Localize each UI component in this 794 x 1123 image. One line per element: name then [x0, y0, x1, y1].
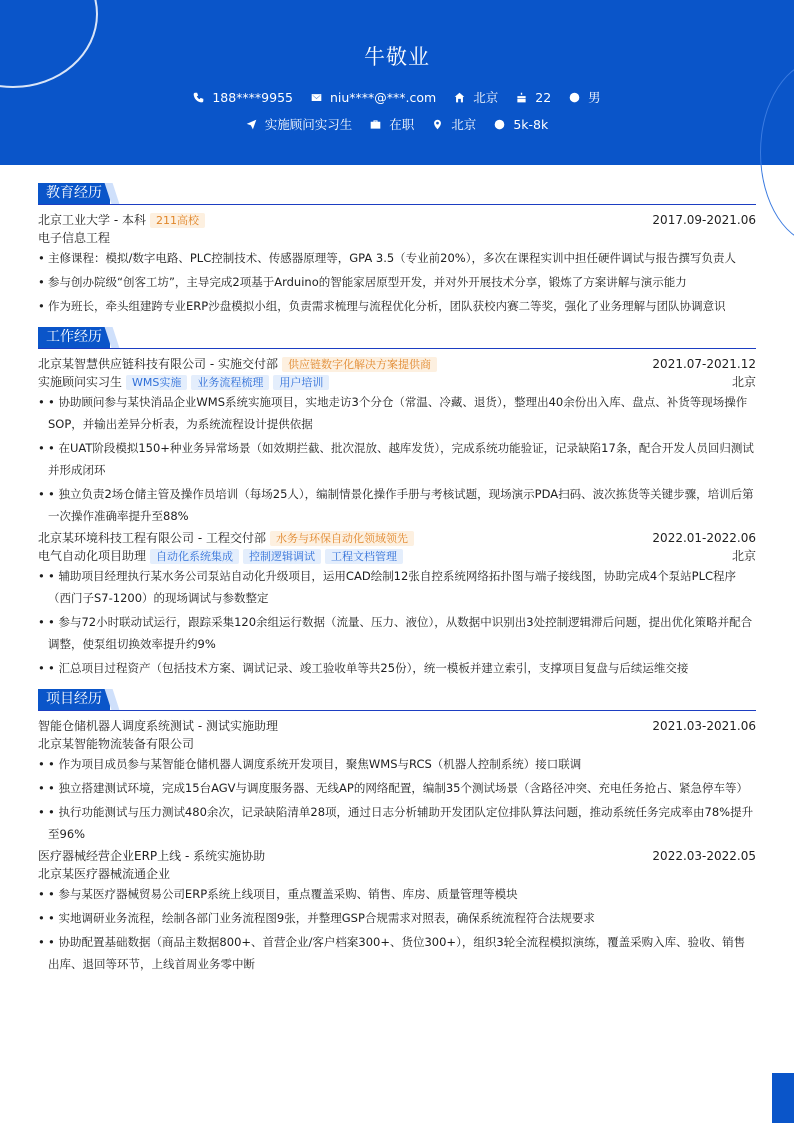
project-bullets	[38, 883, 756, 975]
job-bullets	[38, 391, 756, 527]
candidate-name: 牛敬业	[364, 45, 430, 69]
mail-icon	[311, 92, 322, 103]
project-org-row	[38, 735, 756, 753]
list-item: • • 实地调研业务流程，绘制各部门业务流程图9张，并整理GSP合规需求对照表，确保系统流程符合法规要求	[38, 907, 756, 929]
projects-section	[38, 689, 756, 975]
school-tag: 211高校	[150, 213, 205, 228]
age-text: 22	[535, 89, 552, 105]
education-bullets	[38, 247, 756, 317]
education-date: 2017.09-2021.06	[652, 213, 756, 227]
education-header	[38, 183, 756, 205]
major-row	[38, 229, 756, 247]
section-title: 工作经历	[38, 327, 110, 348]
skill-tag: 自动化系统集成	[150, 549, 239, 564]
job-bullets	[38, 565, 756, 679]
skill-tag: 用户培训	[273, 375, 329, 390]
company-name: 北京某环境科技工程有限公司 - 工程交付部	[38, 531, 266, 545]
project-date: 2021.03-2021.06	[652, 719, 756, 733]
phone-icon	[193, 92, 204, 103]
list-item: • • 辅助项目经理执行某水务公司泵站自动化升级项目，运用CAD绘制12张自控系统网络拓扑图与端子接线图，协助完成4个泵站PLC程序（西门子S7-1200）的现场调试与参数整定	[38, 565, 756, 609]
position-item	[246, 115, 353, 133]
status-text: 在职	[389, 117, 415, 132]
briefcase-icon	[370, 119, 381, 130]
job-city: 北京	[731, 549, 756, 563]
position-text: 实施顾问实习生	[264, 117, 353, 132]
work-section	[38, 327, 756, 679]
job-role: 实施顾问实习生	[38, 375, 123, 389]
job-role-row	[38, 547, 756, 565]
location-icon	[432, 119, 443, 130]
list-item: • • 作为项目成员参与某智能仓储机器人调度系统开发项目，聚焦WMS与RCS（机器人控制系统）接口联调	[38, 753, 756, 775]
project-name-row	[38, 717, 756, 735]
job-role-row	[38, 373, 756, 391]
list-item: • 主修课程：模拟/数字电路、PLC控制技术、传感器原理等，GPA 3.5（专业前20%），多次在课程实训中担任硬件调试与报告撰写负责人	[38, 247, 756, 269]
list-item: • • 汇总项目过程资产（包括技术方案、调试记录、竣工验收单等共25份），统一模板并建立索引，支撑项目复盘与后续运维交接	[38, 657, 756, 679]
target-city-text: 北京	[451, 117, 477, 132]
status-item	[370, 115, 414, 133]
contact-row	[0, 88, 794, 106]
skill-tag: WMS实施	[126, 375, 187, 390]
section-title: 教育经历	[38, 183, 110, 204]
project-name: 医疗器械经营企业ERP上线 - 系统实施协助	[38, 849, 266, 863]
home-icon	[454, 92, 465, 103]
project-org-row	[38, 865, 756, 883]
cake-icon	[516, 92, 527, 103]
salary-text: 5k-8k	[513, 116, 549, 132]
job-date: 2021.07-2021.12	[652, 357, 756, 371]
send-icon	[246, 119, 257, 130]
list-item: • • 独立搭建测试环境，完成15台AGV与调度服务器、无线AP的网络配置，编制35个测试场景（含路径冲突、充电任务抢占、紧急停车等）	[38, 777, 756, 799]
project-date: 2022.03-2022.05	[652, 849, 756, 863]
education-section	[38, 183, 756, 317]
job-company-row	[38, 355, 756, 373]
email-item	[311, 90, 436, 105]
skill-tag: 业务流程梳理	[191, 375, 269, 390]
project-name-row	[38, 847, 756, 865]
resume-body	[38, 183, 756, 985]
job-entry	[38, 355, 756, 527]
job-city: 北京	[731, 375, 756, 389]
job-date: 2022.01-2022.06	[652, 531, 756, 545]
gender-text: 男	[588, 90, 601, 105]
work-header	[38, 327, 756, 349]
list-item: • 作为班长，牵头组建跨专业ERP沙盘模拟小组，负责需求梳理与流程优化分析，团队获校内赛二等奖，强化了业务理解与团队协调意识	[38, 295, 756, 317]
list-item: • • 在UAT阶段模拟150+种业务异常场景（如效期拦截、批次混放、越库发货），完成系统功能验证，记录缺陷17条，配合开发人员回归测试并形成闭环	[38, 437, 756, 481]
list-item: • • 参与某医疗器械贸易公司ERP系统上线项目，重点覆盖采购、销售、库房、质量管理等模块	[38, 883, 756, 905]
decorative-corner-block	[772, 1073, 794, 1123]
skill-tag: 工程文档管理	[325, 549, 403, 564]
list-item: • • 协助顾问参与某快消品企业WMS系统实施项目，实地走访3个分仓（常温、冷藏、退货），整理出40余份出入库、盘点、补货等现场操作SOP，并输出差异分析表，为系统流程设计提供依据	[38, 391, 756, 435]
phone-item	[193, 90, 293, 105]
resume-header	[0, 0, 794, 165]
phone-text: 188****9955	[212, 89, 293, 105]
education-row	[38, 211, 756, 229]
list-item: • 参与创办院级“创客工坊”，主导完成2项基于Arduino的智能家居原型开发，并对外开展技术分享，锻炼了方案讲解与演示能力	[38, 271, 756, 293]
list-item: • • 独立负责2场仓储主管及操作员培训（每场25人），编制情景化操作手册与考核试题，现场演示PDA扫码、波次拣货等关键步骤，培训后第一次操作准确率提升至88%	[38, 483, 756, 527]
list-item: • • 执行功能测试与压力测试480余次，记录缺陷清单28项，通过日志分析辅助开发团队定位排队算法问题，推动系统任务完成率由78%提升至96%	[38, 801, 756, 845]
section-title: 项目经历	[38, 689, 110, 710]
company-tag: 供应链数字化解决方案提供商	[282, 357, 437, 372]
projects-header	[38, 689, 756, 711]
age-item	[516, 90, 551, 105]
project-name: 智能仓储机器人调度系统测试 - 测试实施助理	[38, 719, 278, 733]
target-city-item	[432, 115, 476, 133]
list-item: • • 参与72小时联动试运行，跟踪采集120余组运行数据（流量、压力、液位），从数据中识别出3处控制逻辑滞后问题，提出优化策略并配合调整，使泵组切换效率提升约9%	[38, 611, 756, 655]
company-tag: 水务与环保自动化领域领先	[270, 531, 414, 546]
job-role: 电气自动化项目助理	[38, 549, 147, 563]
city-text: 北京	[473, 90, 499, 105]
job-company-row	[38, 529, 756, 547]
salary-item	[494, 117, 548, 132]
project-org: 北京某智能物流装备有限公司	[38, 737, 195, 751]
list-item: • • 协助配置基础数据（商品主数据800+、首营企业/客户档案300+、货位300+），组织3轮全流程模拟演练，覆盖采购入库、验收、销售出库、退回等环节，上线首周业务零中断	[38, 931, 756, 975]
gender-item	[569, 88, 601, 106]
job-intent-row	[0, 115, 794, 133]
project-entry	[38, 847, 756, 975]
school-name: 北京工业大学 - 本科	[38, 213, 146, 227]
project-entry	[38, 717, 756, 845]
money-icon	[494, 119, 505, 130]
job-entry	[38, 529, 756, 679]
project-bullets	[38, 753, 756, 845]
company-name: 北京某智慧供应链科技有限公司 - 实施交付部	[38, 357, 278, 371]
gender-icon	[569, 92, 580, 103]
skill-tag: 控制逻辑调试	[243, 549, 321, 564]
email-text: niu****@***.com	[329, 89, 437, 105]
city-item	[454, 88, 498, 106]
project-org: 北京某医疗器械流通企业	[38, 867, 171, 881]
major-name: 电子信息工程	[38, 231, 111, 245]
